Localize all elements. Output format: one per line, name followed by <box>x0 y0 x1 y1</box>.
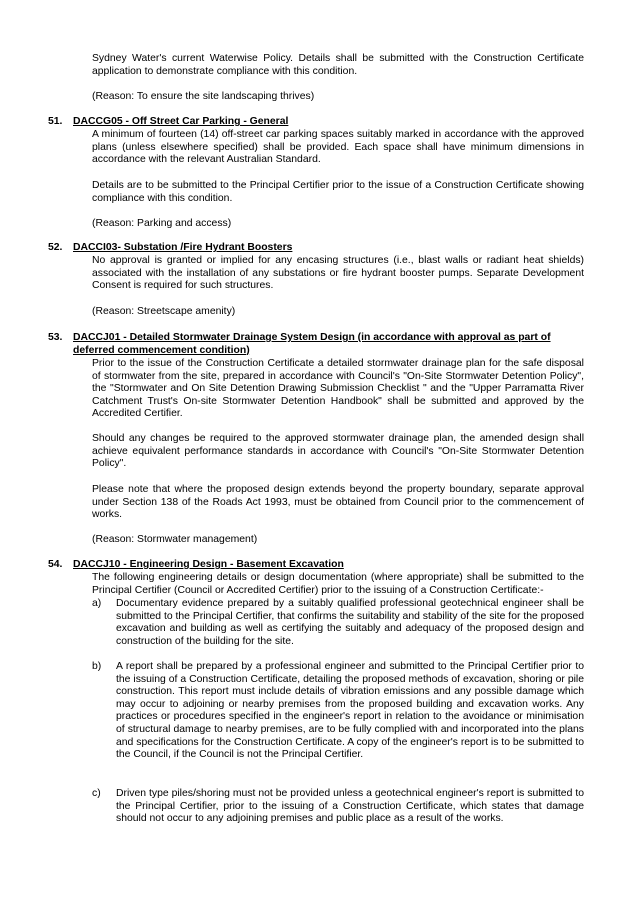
condition-paragraph: Should any changes be required to the approved stormwater drainage plan, the amended design shall achieve equivalent performance standards in accordance with Council's "On-Site Stormwater Detention Policy". <box>92 433 584 470</box>
condition-reason: (Reason: Parking and access) <box>92 218 232 229</box>
intro-paragraph: Sydney Water's current Waterwise Policy. Details shall be submitted with the Construction Certificate application to demonstrate compliance with this condition. <box>92 53 584 77</box>
condition-paragraph: A minimum of fourteen (14) off-street car parking spaces suitably marked in accordance with the approved plans (unless elsewhere specified) shall be provided. Each space shall have minimum dimensions in accordance with the relevant Australian Standard. <box>92 129 584 166</box>
list-item-letter: a) <box>92 598 102 609</box>
condition-number: 54. <box>48 559 63 570</box>
list-item <box>92 598 584 648</box>
condition-reason: (Reason: Streetscape amenity) <box>92 306 236 317</box>
condition-paragraph: The following engineering details or design documentation (where appropriate) shall be submitted to the Principal Certifier (Council or Accredited Certifier) prior to the issuing of a Construction Certificate:- <box>92 572 584 596</box>
intro-reason: (Reason: To ensure the site landscaping thrives) <box>92 91 315 102</box>
condition-paragraph: Details are to be submitted to the Principal Certifier prior to the issue of a Construction Certificate showing compliance with this condition. <box>92 180 584 204</box>
list-item-letter: c) <box>92 788 101 799</box>
condition-title: DACCJ10 - Engineering Design - Basement Excavation <box>73 559 344 570</box>
condition-number: 53. <box>48 332 63 343</box>
list-item <box>92 661 584 762</box>
condition-paragraph: Please note that where the proposed design extends beyond the property boundary, separate approval under Section 138 of the Roads Act 1993, must be obtained from Council prior to the commencement of works. <box>92 484 584 521</box>
list-item-text: A report shall be prepared by a professional engineer and submitted to the Principal Certifier prior to the issuing of a Construction Certificate, detailing the proposed methods of excavation, shoring or pile construction. This report must include details of vibration emissions and any possible damage which may occur to adjoining or nearby premises from the proposed building and excavation works. Any practices or procedures specified in the engineer's report in relation to the avoidance or minimisation of structural damage to nearby premises, are to be fully complied with and incorporated into the plans and specifications for the Construction Certificate. A copy of the engineer's report is to be submitted to the Council, if the Council is not the Principal Certifier. <box>116 661 584 761</box>
condition-paragraph: No approval is granted or implied for any encasing structures (i.e., blast walls or radiant heat shields) associated with the installation of any substations or fire hydrant booster pumps. Separate Development Consent is required for such structures. <box>92 255 584 292</box>
condition-title: DACCG05 - Off Street Car Parking - General <box>73 116 289 127</box>
condition-title: DACCI03- Substation /Fire Hydrant Boosters <box>73 242 293 253</box>
list-item <box>92 788 584 826</box>
condition-title: DACCJ01 - Detailed Stormwater Drainage System Design (in accordance with approval as part of deferred commencement condition) <box>73 332 551 356</box>
condition-paragraph: Prior to the issue of the Construction Certificate a detailed stormwater drainage plan for the safe disposal of stormwater from the site, prepared in accordance with Council's "On-Site Stormwater Detention Policy", the "Stormwater and On Site Detention Drawing Submission Checklist " and the "Upper Parramatta River Catchment Trust's On-site Stormwater Detention Handbook" shall be submitted and approved by the Accredited Certifier. <box>92 358 584 420</box>
condition-number: 51. <box>48 116 63 127</box>
condition-number: 52. <box>48 242 63 253</box>
condition-reason: (Reason: Stormwater management) <box>92 534 258 545</box>
list-item-text: Documentary evidence prepared by a suitably qualified professional geotechnical engineer shall be submitted to the Principal Certifier, that confirms the suitability and stability of the site for the proposed excavation and building as well as certifying the suitably and adequacy of the proposed design and construction of the building for the site. <box>116 598 584 647</box>
list-item-text: Driven type piles/shoring must not be provided unless a geotechnical engineer's report is submitted to the Principal Certifier, prior to the issuing of a Construction Certificate, which states that damage should not occur to any adjoining premises and public place as a result of the works. <box>116 788 584 825</box>
list-item-letter: b) <box>92 661 102 672</box>
